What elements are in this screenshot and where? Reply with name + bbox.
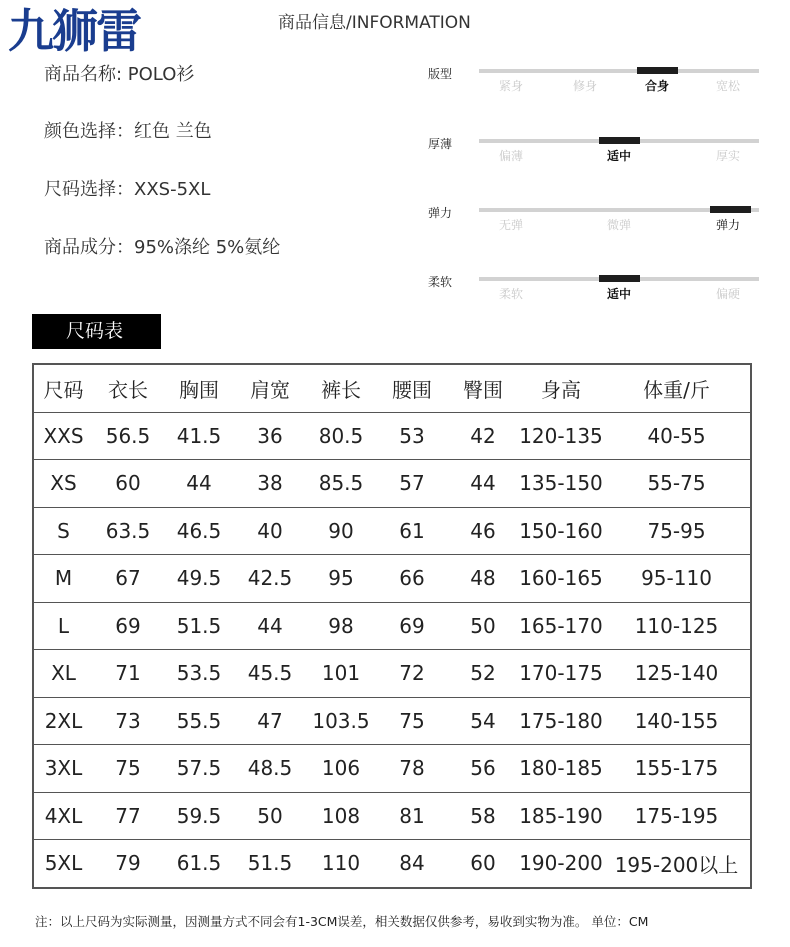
attr-option: 紧身 bbox=[498, 79, 523, 93]
table-cell: 108 bbox=[305, 792, 377, 840]
attr-marker bbox=[637, 67, 678, 74]
table-cell: 48 bbox=[447, 555, 519, 603]
attr-option: 修身 bbox=[572, 79, 597, 93]
size-options: 尺码选择：XXS-5XL bbox=[44, 179, 211, 200]
attr-option: 微弹 bbox=[606, 218, 631, 232]
table-cell: 75-95 bbox=[603, 507, 751, 555]
attr-label: 柔软 bbox=[428, 275, 453, 289]
table-row bbox=[33, 650, 751, 698]
color-options: 颜色选择：红色 兰色 bbox=[44, 121, 212, 142]
table-cell: 66 bbox=[377, 555, 447, 603]
table-cell: 80.5 bbox=[305, 412, 377, 460]
table-cell: 45.5 bbox=[235, 650, 305, 698]
table-cell: 67 bbox=[93, 555, 163, 603]
attr-option: 偏硬 bbox=[715, 287, 740, 301]
table-cell: 46 bbox=[447, 507, 519, 555]
table-cell: 56.5 bbox=[93, 412, 163, 460]
header-cell: 衣长 bbox=[93, 364, 163, 412]
table-cell: 90 bbox=[305, 507, 377, 555]
header-cell: 体重/斤 bbox=[603, 364, 751, 412]
table-cell: 110 bbox=[321, 851, 361, 876]
header-cell: 尺码 bbox=[33, 364, 93, 412]
attr-label: 弹力 bbox=[428, 206, 453, 220]
header-cell: 腰围 bbox=[377, 364, 447, 412]
product-name: 商品名称: POLO衫 bbox=[44, 64, 195, 85]
table-row bbox=[33, 507, 751, 555]
attr-label: 厚薄 bbox=[428, 137, 453, 151]
table-cell: L bbox=[33, 602, 93, 650]
table-cell: 95-110 bbox=[603, 555, 751, 603]
header-cell: 肩宽 bbox=[235, 364, 305, 412]
table-row bbox=[33, 792, 751, 840]
table-cell: 84 bbox=[399, 851, 425, 876]
table-cell: 73 bbox=[93, 697, 163, 745]
table-cell: 190-200 bbox=[519, 851, 603, 876]
table-cell: 41.5 bbox=[163, 412, 235, 460]
table-cell: 51.5 bbox=[163, 602, 235, 650]
table-cell: 46.5 bbox=[163, 507, 235, 555]
table-cell: 56 bbox=[447, 745, 519, 793]
table-cell: 78 bbox=[377, 745, 447, 793]
table-cell: 165-170 bbox=[519, 602, 603, 650]
table-cell: 60 bbox=[93, 460, 163, 508]
table-cell: 72 bbox=[377, 650, 447, 698]
table-cell: 51.5 bbox=[247, 851, 293, 876]
table-header-row bbox=[33, 364, 751, 412]
table-cell: 44 bbox=[235, 602, 305, 650]
table-cell: 79 bbox=[115, 851, 141, 876]
material-composition: 商品成分：95%涤纶 5%氨纶 bbox=[44, 237, 281, 258]
table-cell: 36 bbox=[235, 412, 305, 460]
table-row bbox=[33, 840, 751, 888]
table-cell: 175-180 bbox=[519, 697, 603, 745]
table-cell: XS bbox=[33, 460, 93, 508]
attr-option-selected: 适中 bbox=[606, 149, 631, 163]
table-cell: 77 bbox=[93, 792, 163, 840]
table-cell: 135-150 bbox=[519, 460, 603, 508]
table-row bbox=[33, 412, 751, 460]
table-row bbox=[33, 697, 751, 745]
attr-marker bbox=[599, 275, 640, 282]
table-cell: 57.5 bbox=[163, 745, 235, 793]
table-cell: 103.5 bbox=[305, 697, 377, 745]
table-cell: 120-135 bbox=[519, 412, 603, 460]
table-cell: 140-155 bbox=[603, 697, 751, 745]
table-cell: 53.5 bbox=[163, 650, 235, 698]
table-row bbox=[33, 460, 751, 508]
header-cell: 裤长 bbox=[305, 364, 377, 412]
table-cell: 61 bbox=[377, 507, 447, 555]
table-cell: 95 bbox=[305, 555, 377, 603]
table-cell: 61.5 bbox=[176, 851, 222, 876]
table-cell: XL bbox=[33, 650, 93, 698]
table-cell: 57 bbox=[377, 460, 447, 508]
table-cell: 69 bbox=[377, 602, 447, 650]
table-cell: 40-55 bbox=[603, 412, 751, 460]
table-cell: 42.5 bbox=[235, 555, 305, 603]
header-cell: 身高 bbox=[519, 364, 603, 412]
table-cell: 42 bbox=[447, 412, 519, 460]
table-cell: 38 bbox=[235, 460, 305, 508]
attr-option-selected: 适中 bbox=[606, 287, 631, 301]
size-chart-tab: 尺码表 bbox=[32, 314, 161, 349]
table-cell: XXS bbox=[33, 412, 93, 460]
table-cell: 48.5 bbox=[235, 745, 305, 793]
table-cell: 185-190 bbox=[519, 792, 603, 840]
attr-option: 宽松 bbox=[715, 79, 740, 93]
attr-marker bbox=[599, 137, 640, 144]
table-cell: 44 bbox=[447, 460, 519, 508]
table-cell: 47 bbox=[235, 697, 305, 745]
attr-marker bbox=[710, 206, 751, 213]
table-cell: M bbox=[33, 555, 93, 603]
table-cell: 55.5 bbox=[163, 697, 235, 745]
table-cell: 40 bbox=[235, 507, 305, 555]
table-cell: 44 bbox=[163, 460, 235, 508]
table-cell: 155-175 bbox=[603, 745, 751, 793]
table-cell: 52 bbox=[447, 650, 519, 698]
attr-option: 偏薄 bbox=[498, 149, 523, 163]
table-cell: 4XL bbox=[33, 792, 93, 840]
table-cell: 49.5 bbox=[163, 555, 235, 603]
brand-logo: 九狮雷 bbox=[8, 4, 140, 58]
table-cell: 50 bbox=[447, 602, 519, 650]
table-cell: 75 bbox=[93, 745, 163, 793]
table-cell: 85.5 bbox=[305, 460, 377, 508]
table-cell: 75 bbox=[377, 697, 447, 745]
attr-option: 柔软 bbox=[498, 287, 523, 301]
table-cell: 2XL bbox=[33, 697, 93, 745]
table-cell: 195-200以上 bbox=[614, 852, 739, 877]
table-cell: 180-185 bbox=[519, 745, 603, 793]
info-title: 商品信息/INFORMATION bbox=[278, 13, 471, 33]
size-table bbox=[32, 363, 752, 889]
table-cell: 5XL bbox=[44, 851, 83, 876]
table-row bbox=[33, 745, 751, 793]
header-cell: 胸围 bbox=[163, 364, 235, 412]
table-cell: 50 bbox=[235, 792, 305, 840]
table-cell: 59.5 bbox=[163, 792, 235, 840]
table-cell: 98 bbox=[305, 602, 377, 650]
table-cell: 101 bbox=[305, 650, 377, 698]
attr-option-selected: 弹力 bbox=[715, 218, 740, 232]
header-cell: 臀围 bbox=[447, 364, 519, 412]
table-cell: 63.5 bbox=[93, 507, 163, 555]
attr-option: 无弹 bbox=[498, 218, 523, 232]
table-cell: S bbox=[33, 507, 93, 555]
table-cell: 170-175 bbox=[519, 650, 603, 698]
table-cell: 106 bbox=[305, 745, 377, 793]
table-cell: 175-195 bbox=[603, 792, 751, 840]
attr-label: 版型 bbox=[428, 67, 453, 81]
table-cell: 125-140 bbox=[603, 650, 751, 698]
table-cell: 110-125 bbox=[603, 602, 751, 650]
table-cell: 81 bbox=[377, 792, 447, 840]
table-cell: 150-160 bbox=[519, 507, 603, 555]
attr-track bbox=[479, 69, 759, 73]
table-cell: 53 bbox=[377, 412, 447, 460]
table-cell: 3XL bbox=[33, 745, 93, 793]
table-cell: 69 bbox=[93, 602, 163, 650]
attr-option: 厚实 bbox=[715, 149, 740, 163]
table-cell: 160-165 bbox=[519, 555, 603, 603]
table-cell: 55-75 bbox=[603, 460, 751, 508]
footnote: 注：以上尺码为实际测量，因测量方式不同会有1-3CM误差，相关数据仅供参考，易收到实物为准。 单位：CM bbox=[35, 914, 649, 929]
attr-option-selected: 合身 bbox=[644, 79, 669, 93]
table-cell: 58 bbox=[447, 792, 519, 840]
table-row bbox=[33, 602, 751, 650]
table-cell: 60 bbox=[470, 851, 496, 876]
table-cell: 71 bbox=[93, 650, 163, 698]
table-cell: 54 bbox=[447, 697, 519, 745]
table-row bbox=[33, 555, 751, 603]
